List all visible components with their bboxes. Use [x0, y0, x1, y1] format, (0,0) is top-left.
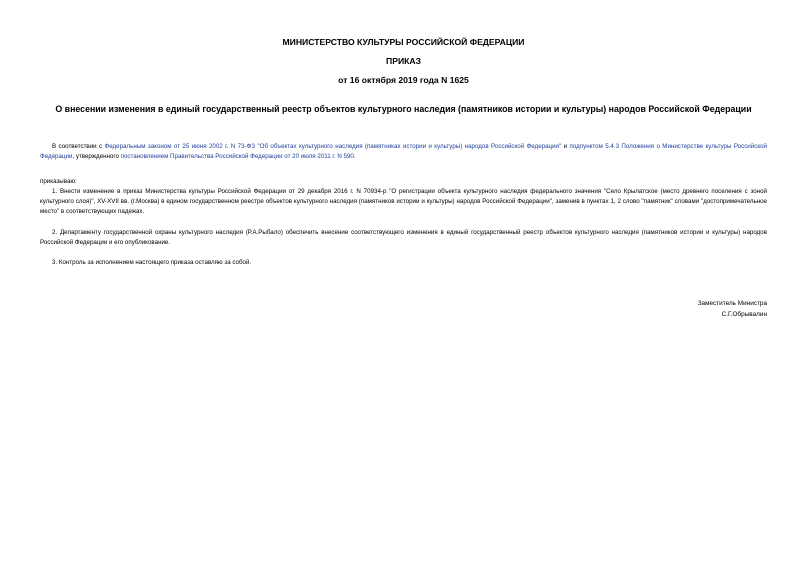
- regulation-subclause-link[interactable]: подпунктом 5.4.3 Положения о Министерстве культуры Российской Федерации: [40, 143, 767, 160]
- document-title: О внесении изменения в единый государственный реестр объектов культурного наследия (памятников истории и культуры) народов Российской Федерации: [55, 104, 752, 114]
- signatory-position: Заместитель Министра: [697, 300, 767, 307]
- basis-middle-1: и: [561, 143, 570, 150]
- signatory-name: С.Г.Обрывалин: [721, 310, 767, 318]
- order-item-3: 3. Контроль за исполнением настоящего приказа оставляю за собой.: [52, 259, 252, 266]
- basis-middle-2: , утвержденного: [72, 153, 121, 160]
- document-date: от 16 октября 2019 года N 1625: [338, 75, 469, 85]
- order-item-1: 1. Внести изменение в приказ Министерства культуры Российской Федерации от 29 декабря 2016 г. N 70934-р "О регистрации объекта культурного наследия федерального значения "Село Крылатское (место древнего поселения с зоной культурного слоя)", XV-XVII вв. (г.Москва) в едином государственном реестре объектов культурного наследия (памятников истории и культуры) народов Российской Федерации", заменив в пунктах 1, 2 слово "памятник" словами "достопримечательное место" в соответствующих падежах.: [40, 188, 767, 215]
- federal-law-link[interactable]: Федеральным законом от 25 июня 2002 г. N 73-ФЗ "Об объектах культурного наследия (памятниках истории и культуры) народов Российской Федерации": [104, 143, 562, 150]
- ministry-name: МИНИСТЕРСТВО КУЛЬТУРЫ РОССИЙСКОЙ ФЕДЕРАЦИИ: [282, 37, 525, 47]
- basis-suffix: .: [353, 153, 356, 160]
- document-type: ПРИКАЗ: [386, 56, 421, 66]
- basis-prefix: В соответствии с: [52, 143, 105, 150]
- government-resolution-link[interactable]: постановлением Правительства Российской Федерации от 20 июля 2011 г. N 590: [120, 153, 354, 160]
- signature-block: [698, 299, 767, 320]
- order-item-2: 2. Департаменту государственной охраны культурного наследия (Р.А.Рыбало) обеспечить внесение соответствующего изменения в единый государственный реестр объектов культурного наследия (памятников истории и культуры) народов Российской Федерации и его опубликование.: [40, 229, 767, 246]
- order-word: приказываю:: [40, 178, 77, 185]
- legal-basis-paragraph: [40, 142, 767, 162]
